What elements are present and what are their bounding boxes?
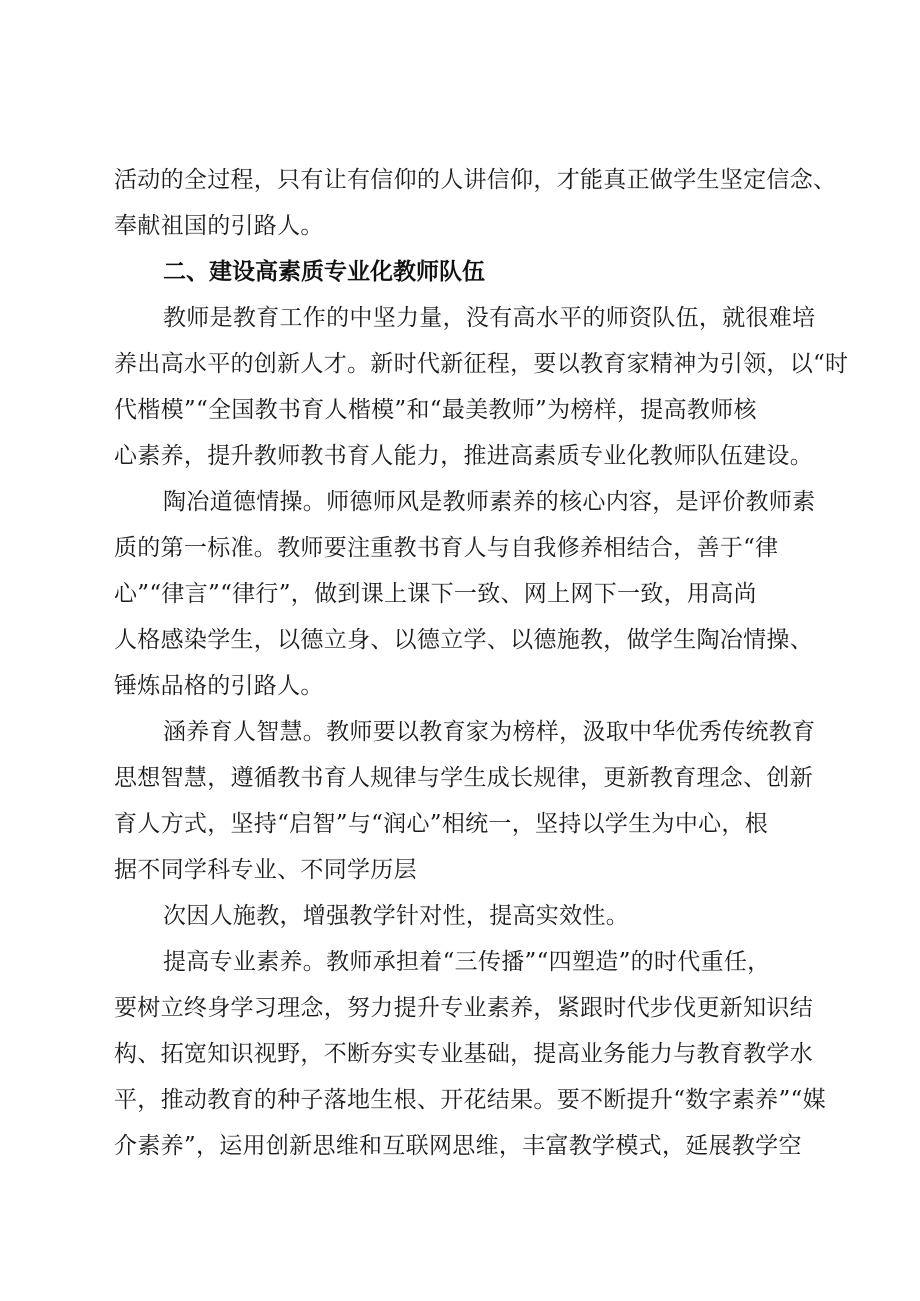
text-line: 育人方式，坚持“启智”与“润心”相统一，坚持以学生为中心，根: [114, 811, 769, 837]
text-line: 代楷模”“全国教书育人楷模”和“最美教师”为榜样，提高教师核: [114, 397, 757, 423]
text-line: 平，推动教育的种子落地生根、开花结果。要不断提升“数字素养”“媒: [114, 1087, 826, 1113]
text-line: 要树立终身学习理念，努力提升专业素养，紧跟时代步伐更新知识结: [114, 995, 813, 1021]
text-line: 活动的全过程，只有让有信仰的人讲信仰，才能真正做学生坚定信念、: [114, 167, 837, 193]
text-line: 次因人施教，增强教学针对性，提高实效性。: [163, 903, 629, 929]
section-heading: 二、建设高素质专业化教师队伍: [163, 259, 485, 285]
text-line: 锤炼品格的引路人。: [114, 673, 324, 699]
text-line: 质的第一标准。教师要注重教书育人与自我修养相结合，善于“律: [114, 535, 779, 561]
text-line: 提高专业素养。教师承担着“三传播”“四塑造”的时代重任，: [163, 949, 771, 975]
text-line: 陶冶道德情操。师德师风是教师素养的核心内容，是评价教师素: [163, 489, 816, 515]
text-line: 介素养”，运用创新思维和互联网思维，丰富教学模式，延展教学空: [114, 1133, 802, 1159]
text-line: 奉献祖国的引路人。: [114, 213, 324, 239]
text-line: 心素养，提升教师教书育人能力，推进高素质专业化教师队伍建设。: [114, 443, 813, 469]
text-line: 心”“律言”“律行”，做到课上课下一致、网上网下一致，用高尚: [114, 581, 757, 607]
text-line: 教师是教育工作的中坚力量，没有高水平的师资队伍，就很难培: [163, 305, 816, 331]
text-line: 构、拓宽知识视野，不断夯实专业基础，提高业务能力与教育教学水: [114, 1041, 813, 1067]
text-line: 思想智慧，遵循教书育人规律与学生成长规律，更新教育理念、创新: [114, 765, 813, 791]
text-line: 人格感染学生，以德立身、以德立学、以德施教，做学生陶冶情操、: [114, 627, 813, 653]
text-line: 涵养育人智慧。教师要以教育家为榜样，汲取中华优秀传统教育: [163, 719, 816, 745]
text-line: 养出高水平的创新人才。新时代新征程，要以教育家精神为引领，以“时: [114, 351, 849, 377]
text-line: 据不同学科专业、不同学历层: [114, 857, 417, 883]
